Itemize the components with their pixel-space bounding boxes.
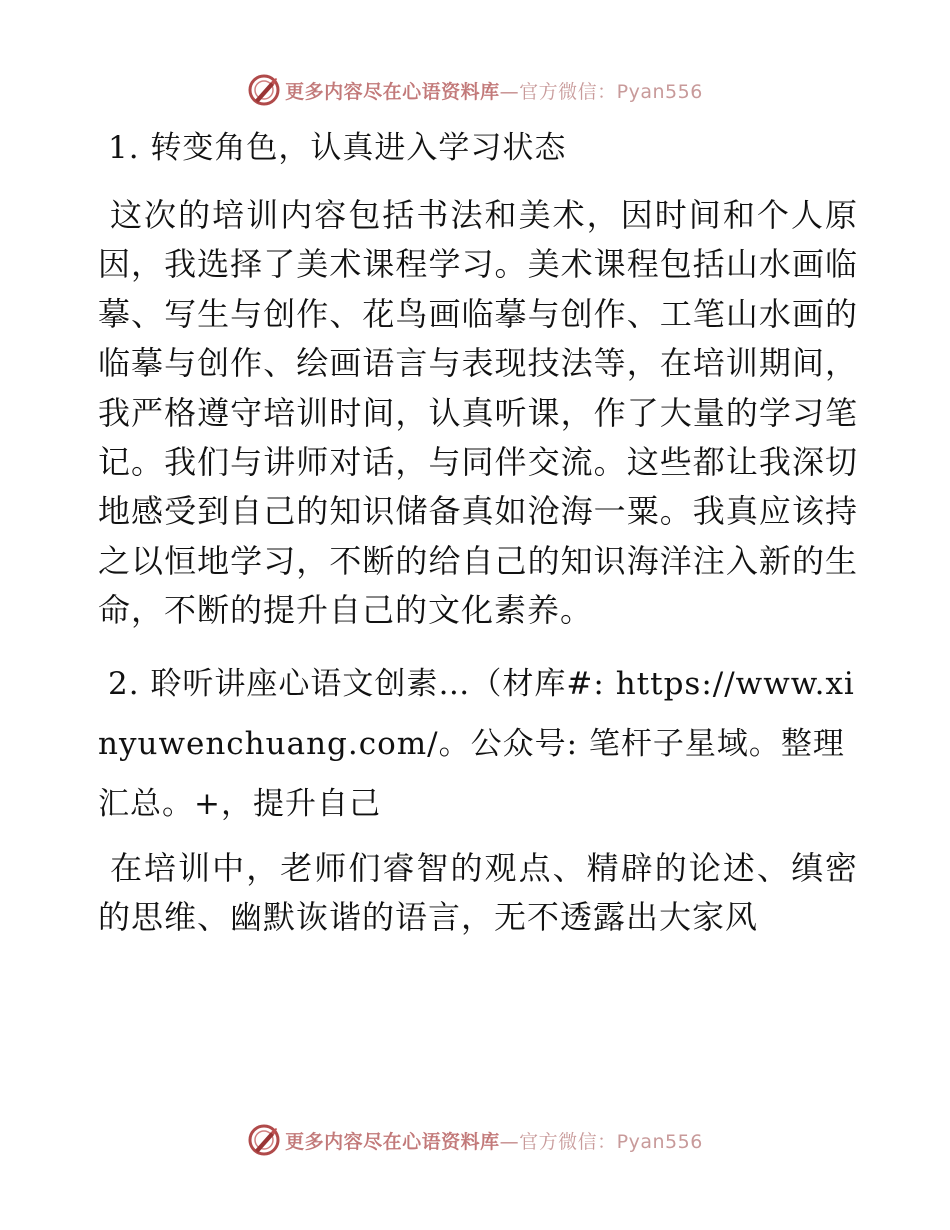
section-2-heading-text: 2. 聆听讲座心语文创素…（材库#: https://www.xinyuwenchuang.com/。公众号: 笔杆子星域。整理汇总。+，提升自己 [98, 665, 855, 822]
footer-brand-wechat: 官方微信：Pyan556 [519, 1130, 703, 1153]
header-brand-wechat: 官方微信：Pyan556 [519, 80, 703, 103]
brand-logo-icon [247, 73, 281, 107]
section-1-paragraph-text: 这次的培训内容包括书法和美术，因时间和个人原因，我选择了美术课程学习。美术课程包括山水画临摹、写生与创作、花鸟画临摹与创作、工笔山水画的临摹与创作、绘画语言与表现技法等，在培训期间，我严格遵守培训时间，认真听课，作了大量的学习笔记。我们与讲师对话，与同伴交流。这些都让我深切地感受到自己的知识储备真如沧海一粟。我真应该持之以恒地学习，不断的给自己的知识海洋注入新的生命，不断的提升自己的文化素养。 [98, 196, 858, 630]
page-footer-watermark [0, 1120, 950, 1160]
section-1-paragraph [98, 191, 858, 636]
page-header-watermark [0, 70, 950, 110]
footer-brand-main: 更多内容尽在心语资料库 [285, 1130, 500, 1153]
document-body [98, 118, 858, 960]
header-brand-text [285, 77, 703, 104]
header-brand-separator: — [499, 80, 520, 103]
section-2-heading [98, 654, 858, 834]
footer-brand-text [285, 1127, 703, 1154]
brand-logo-icon [247, 1123, 281, 1157]
footer-brand-separator: — [499, 1130, 520, 1153]
section-2-paragraph [98, 844, 858, 943]
section-2-paragraph-text: 在培训中，老师们睿智的观点、精辟的论述、缜密的思维、幽默诙谐的语言，无不透露出大家风 [98, 848, 858, 937]
header-brand-main: 更多内容尽在心语资料库 [285, 80, 500, 103]
section-1-heading: 1. 转变角色，认真进入学习状态 [108, 130, 567, 166]
